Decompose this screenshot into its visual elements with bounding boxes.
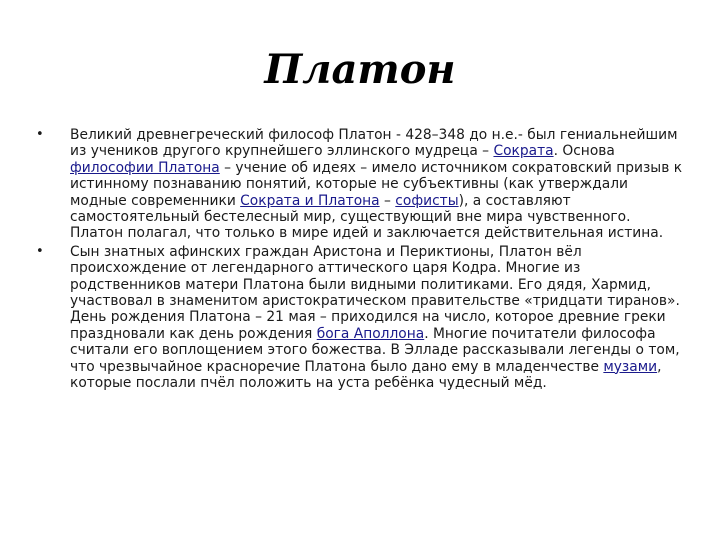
bullet-list xyxy=(36,127,686,394)
paragraph-text: . Основа xyxy=(553,143,615,160)
link-socrates-and-plato[interactable]: Сократа и Платона xyxy=(240,192,380,209)
paragraph-text: , которые послали пчёл положить на уста ребёнка чудесный мёд. xyxy=(70,358,662,392)
list-item xyxy=(36,244,686,392)
link-socrates[interactable]: Сократа xyxy=(493,143,554,160)
link-muses[interactable]: музами xyxy=(603,358,658,375)
link-plato-philosophy[interactable]: философии Платона xyxy=(70,159,220,176)
paragraph-text: . Многие почитатели философа считали его воплощением этого божества. В Элладе рассказывали легенды о том, что чрезвычайное красноречие Платона было дано ему в младенчестве xyxy=(70,325,680,375)
slide-title: Платон xyxy=(264,46,456,93)
paragraph-text: Сын знатных афинских граждан Аристона и Периктионы, Платон вёл происхождение от легендарного аттического царя Кодра. Многие из родственников матери Платона были видными политиками. Его дядя, Хармид, участвовал в знаменитом аристократическом правительстве «тридцати тиранов». День рождения Платона – 21 мая – приходился на число, которое древние греки праздновали как день рождения xyxy=(70,243,680,342)
paragraph-text: – xyxy=(379,192,396,209)
paragraph-text: – учение об идеях – имело источником сократовский призыв к истинному познаванию понятий, которые не субъективны (как утверждали модные современники xyxy=(70,159,683,209)
list-item xyxy=(36,127,686,242)
link-sophists[interactable]: софисты xyxy=(395,192,459,209)
bullet-marker: • xyxy=(36,127,44,142)
paragraph-text: ), а составляют самостоятельный бестелесный мир, существующий вне мира чувственного. Платон полагал, что только в мире идей и заключается действительная истина. xyxy=(70,192,664,242)
link-apollo[interactable]: бога Аполлона xyxy=(316,325,425,342)
paragraph-text: Великий древнегреческий философ Платон - 428–348 до н.е.- был гениальнейшим из учеников другого крупнейшего эллинского мудреца – xyxy=(70,127,678,160)
bullet-marker: • xyxy=(36,243,44,259)
